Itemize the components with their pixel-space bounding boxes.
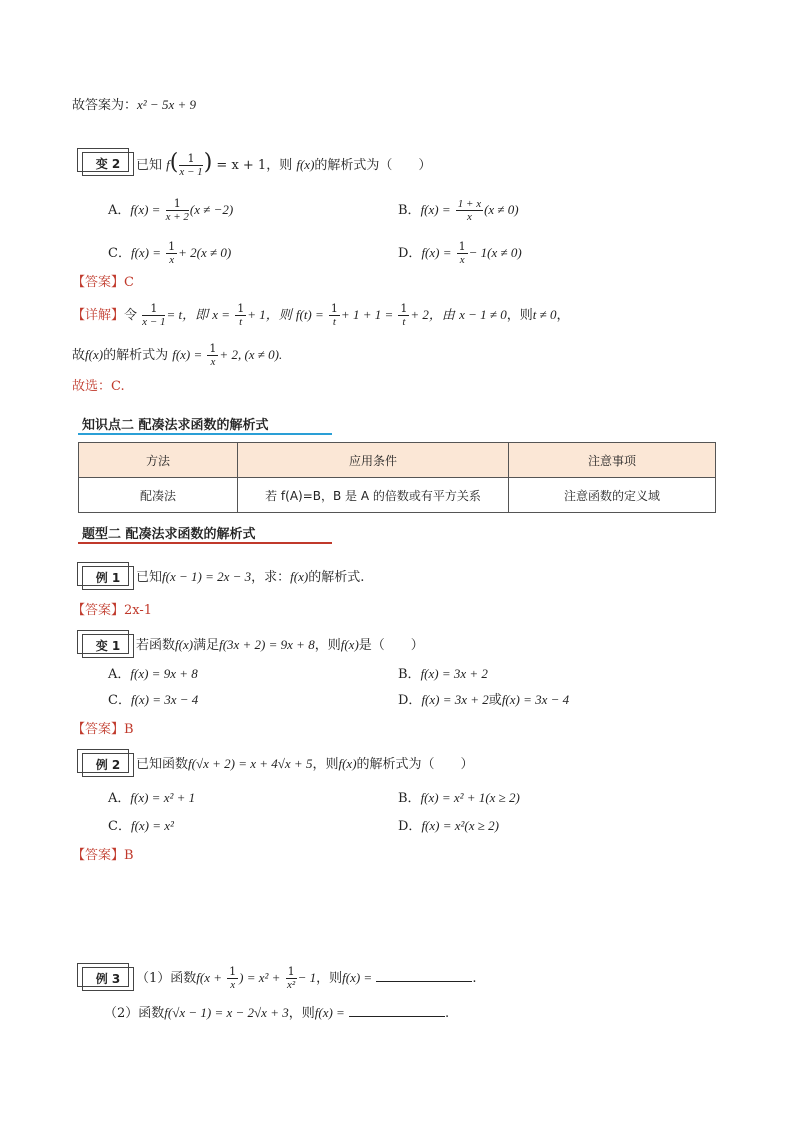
intro-line — [72, 96, 196, 115]
answer-blank-1[interactable] — [376, 969, 472, 982]
answer-label: 【答案】 — [72, 722, 125, 737]
kp2-title: 知识点二 配凑法求函数的解析式 — [82, 418, 269, 433]
option-b-text: f(x) = 3x + 2 — [420, 666, 488, 681]
option-d-num: 1 — [458, 240, 466, 253]
question-text: f(x + — [196, 970, 223, 985]
li3-fraction-1 — [227, 966, 238, 991]
question-text: . — [472, 971, 477, 986]
bian2-select: 故选：C. — [72, 379, 125, 394]
kp2-underline — [78, 433, 332, 435]
question-text: f(x) — [290, 569, 309, 584]
option-d-label: D． — [398, 819, 422, 834]
bian1-question — [136, 636, 424, 655]
bian1-option-a — [108, 665, 198, 684]
question-text: 已知 — [136, 570, 163, 585]
question-text: 已知函数 — [136, 757, 189, 772]
frac-num: 1 — [237, 302, 245, 315]
detail-text: f(t) = — [295, 307, 324, 322]
option-d-text: f(x) = 3x + 2 — [421, 692, 489, 707]
option-b-label: B． — [398, 667, 421, 682]
li3-tag: 例 3 — [82, 967, 134, 991]
detail-text: f(x) — [85, 347, 104, 362]
question-text: f(√x + 2) = x + 4√x + 5 — [188, 756, 313, 771]
frac-den: x — [210, 356, 216, 368]
bian2-option-c — [108, 241, 231, 266]
frac-den: t — [239, 316, 243, 328]
detail-fraction-2 — [235, 303, 246, 328]
detail-text: 的解析式为 — [103, 348, 169, 363]
frac-num: 1 — [142, 303, 165, 316]
detail-text: t ≠ 0 — [532, 307, 557, 322]
detail-text: + 1，则 — [247, 307, 292, 322]
bian2-paren-close: ) — [203, 150, 213, 175]
detail-fraction-5 — [207, 343, 218, 368]
question-text: 的解析式为（ ） — [356, 757, 474, 772]
bian1-tag: 变 1 — [82, 634, 134, 658]
question-text: f(x − 1) = 2x − 3 — [162, 569, 252, 584]
li1-question — [136, 568, 364, 587]
detail-text: + 2, (x ≠ 0). — [219, 347, 283, 362]
detail-text: + 2，由 — [410, 307, 455, 322]
bian2-option-b — [398, 198, 519, 223]
option-d-label: D． — [398, 246, 422, 261]
option-c-tail: + 2(x ≠ 0) — [178, 245, 232, 260]
option-a-text: f(x) = x² + 1 — [130, 790, 196, 805]
bian2-q-f: f — [166, 157, 170, 172]
frac-den: x — [230, 979, 236, 991]
option-a-label: A． — [108, 791, 131, 806]
intro-prefix: 故答案为： — [72, 98, 138, 113]
bian2-answer — [72, 274, 134, 292]
question-text: 是（ ） — [358, 638, 424, 653]
question-text: f(x) — [338, 756, 357, 771]
li2-option-b — [398, 789, 520, 808]
option-c-text: f(x) = x² — [130, 818, 174, 833]
frac-den: x² — [287, 979, 296, 991]
option-d-or: 或 — [488, 693, 502, 708]
option-a-lhs: f(x) = — [130, 202, 161, 217]
option-c-label: C． — [108, 819, 131, 834]
question-text: f(3x + 2) = 9x + 8 — [219, 637, 315, 652]
option-c-label: C． — [108, 246, 131, 261]
frac-den: t — [402, 316, 406, 328]
bian2-q-den: x − 1 — [179, 166, 203, 178]
option-a-num: 1 — [166, 198, 189, 211]
detail-fraction-3 — [329, 303, 340, 328]
bian2-question — [136, 148, 431, 181]
question-text: ，则 — [316, 971, 343, 986]
option-a-tail: (x ≠ −2) — [189, 202, 234, 217]
method-table — [78, 442, 716, 513]
li2-option-a — [108, 789, 195, 808]
li1-tag: 例 1 — [82, 566, 134, 590]
question-text: . — [444, 1006, 450, 1021]
detail-text: ， — [556, 308, 570, 323]
answer-label: 【答案】 — [72, 275, 125, 290]
option-c-fraction — [166, 241, 177, 266]
detail-text: + 1 + 1 = — [340, 307, 394, 322]
option-d-fraction — [457, 241, 468, 266]
bian2-q-num: 1 — [179, 153, 202, 166]
question-text: （1）函数 — [136, 971, 197, 986]
detail-fraction-4 — [398, 303, 409, 328]
answer-value: 2x-1 — [124, 603, 153, 618]
option-b-lhs: f(x) = — [420, 202, 451, 217]
detail-text: x − 1 ≠ 0 — [459, 307, 507, 322]
detail-text: = t，即 — [166, 307, 209, 322]
option-a-label: A． — [108, 203, 131, 218]
bian1-option-b — [398, 665, 488, 684]
option-a-fraction — [166, 198, 189, 223]
table-cell: 配凑法 — [79, 478, 238, 513]
table-header: 注意事项 — [509, 443, 716, 478]
tx2-title: 题型二 配凑法求函数的解析式 — [82, 527, 256, 542]
li3-fraction-2 — [286, 966, 297, 991]
intro-expression: x² − 5x + 9 — [137, 97, 196, 112]
answer-value: B — [124, 848, 134, 863]
li2-question — [136, 755, 474, 774]
question-text: 的解析式. — [308, 570, 365, 585]
li1-answer — [72, 602, 152, 620]
detail-text: 令 — [124, 308, 138, 323]
option-b-den: x — [466, 211, 472, 223]
detail-text: 故 — [72, 348, 86, 363]
option-b-label: B． — [398, 791, 421, 806]
bian2-paren-open: ( — [169, 150, 179, 175]
frac-den: t — [332, 316, 336, 328]
option-b-num: 1 + x — [457, 198, 482, 210]
li2-tag: 例 2 — [82, 753, 134, 777]
option-b-tail: (x ≠ 0) — [484, 202, 519, 217]
bian2-detail-line1 — [72, 302, 570, 329]
frac-num: 1 — [209, 342, 217, 355]
question-text: 满足 — [193, 638, 220, 653]
bian2-q-prefix: 已知 — [136, 158, 163, 173]
detail-label: 【详解】 — [72, 308, 125, 323]
question-text: f(x) — [175, 637, 194, 652]
option-d-den: x — [459, 254, 465, 266]
bian2-detail-line2 — [72, 342, 282, 369]
bian1-answer — [72, 721, 134, 739]
bian2-q-fx: f(x) — [296, 157, 315, 172]
option-d-text: f(x) = 3x − 4 — [501, 692, 570, 707]
option-a-label: A． — [108, 667, 131, 682]
detail-text: f(x) = — [172, 347, 203, 362]
detail-text: x = — [212, 307, 231, 322]
bian2-option-d — [398, 241, 522, 266]
answer-label: 【答案】 — [72, 848, 125, 863]
option-c-den: x — [169, 254, 175, 266]
question-text: f(x) = — [342, 970, 373, 985]
question-text: ) = x² + — [239, 970, 281, 985]
question-text: f(√x − 1) = x − 2√x + 3 — [164, 1005, 289, 1020]
bian2-q-fraction — [179, 153, 202, 178]
frac-num: 1 — [330, 302, 338, 315]
detail-text: ，则 — [506, 308, 533, 323]
option-d-label: D． — [398, 693, 422, 708]
option-c-num: 1 — [168, 240, 176, 253]
question-text: f(x) = — [314, 1005, 345, 1020]
table-row — [79, 478, 716, 513]
answer-label: 【答案】 — [72, 603, 125, 618]
bian1-option-d — [398, 691, 569, 710]
option-c-text: f(x) = 3x − 4 — [130, 692, 199, 707]
option-a-text: f(x) = 9x + 8 — [130, 666, 198, 681]
li2-option-d — [398, 817, 499, 836]
option-c-lhs: f(x) = — [130, 245, 162, 260]
option-d-lhs: f(x) = — [421, 245, 452, 260]
option-b-fraction — [456, 198, 483, 223]
bian2-option-a — [108, 198, 233, 223]
detail-fraction-1 — [142, 303, 165, 328]
li2-answer — [72, 847, 134, 865]
option-d-tail: − 1(x ≠ 0) — [468, 245, 522, 260]
option-b-label: B． — [398, 203, 421, 218]
frac-den: x − 1 — [142, 316, 166, 328]
question-text: ，则 — [288, 1006, 315, 1021]
question-text: （2）函数 — [104, 1006, 165, 1021]
option-c-label: C． — [108, 693, 131, 708]
bian2-tag: 变 2 — [82, 152, 134, 176]
bian2-q-suffix: 的解析式为（ ） — [314, 158, 432, 173]
option-d-text: f(x) = x²(x ≥ 2) — [421, 818, 499, 833]
question-text: ，则 — [312, 757, 339, 772]
option-b-text: f(x) = x² + 1(x ≥ 2) — [420, 790, 520, 805]
li3-part1 — [136, 964, 476, 993]
question-text: 若函数 — [136, 638, 176, 653]
bian1-option-c — [108, 691, 198, 710]
question-text: f(x) — [340, 637, 359, 652]
option-a-den: x + 2 — [165, 211, 189, 223]
table-header: 应用条件 — [238, 443, 509, 478]
table-cell: 注意函数的定义域 — [509, 478, 716, 513]
bian2-q-mid: = x + 1，则 — [216, 158, 293, 173]
table-header: 方法 — [79, 443, 238, 478]
table-header-row — [79, 443, 716, 478]
answer-blank-2[interactable] — [349, 1004, 445, 1017]
question-text: ，求： — [251, 570, 291, 585]
answer-value: C — [124, 275, 134, 290]
tx2-underline — [78, 542, 332, 544]
frac-num: 1 — [229, 965, 237, 978]
question-text: ，则 — [314, 638, 341, 653]
li2-option-c — [108, 817, 174, 836]
table-cell: 若 f(A)=B，B 是 A 的倍数或有平方关系 — [238, 478, 509, 513]
frac-num: 1 — [400, 302, 408, 315]
li3-part2 — [104, 1004, 449, 1023]
question-text: − 1 — [297, 970, 317, 985]
answer-value: B — [124, 722, 134, 737]
frac-num: 1 — [287, 965, 295, 978]
